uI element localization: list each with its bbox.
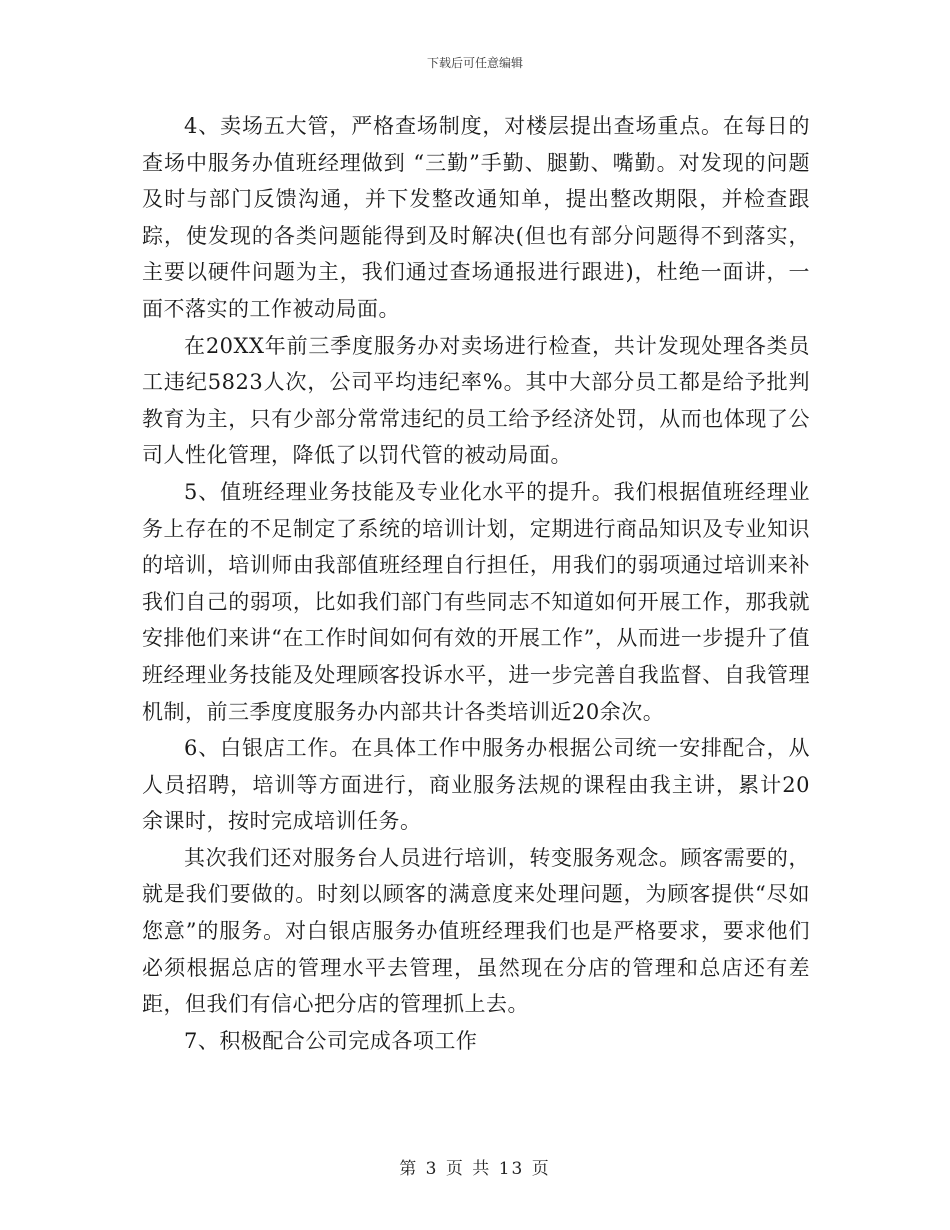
page-number: 第 3 页 共 13 页 [399,1159,551,1179]
document-body [142,108,810,1059]
paragraph-item-5-training: 5、值班经理业务技能及专业化水平的提升。我们根据值班经理业务上存在的不足制定了系统的培训计划，定期进行商品知识及专业知识的培训，培训师由我部值班经理自行担任，用我们的弱项通过培训来补我们自己的弱项，比如我们部门有些同志不知道如何开展工作，那我就安排他们来讲“在工作时间如何有效的开展工作”，从而进一步提升了值班经理业务技能及处理顾客投诉水平，进一步完善自我监督、自我管理机制，前三季度度服务办内部共计各类培训近20余次。 [142,479,810,724]
paragraph-service-desk-training: 其次我们还对服务台人员进行培训，转变服务观念。顾客需要的，就是我们要做的。时刻以顾客的满意度来处理问题，为顾客提供“尽如您意”的服务。对白银店服务办值班经理我们也是严格要求，要求他们必须根据总店的管理水平去管理，虽然现在分店的管理和总店还有差距，但我们有信心把分店的管理抓上去。 [142,845,810,1017]
paragraph-item-4-inspection: 4、卖场五大管，严格查场制度，对楼层提出查场重点。在每日的查场中服务办值班经理做到 “三勤”手勤、腿勤、嘴勤。对发现的问题及时与部门反馈沟通，并下发整改通知单，提出整改期限，并检查跟踪，使发现的各类问题能得到及时解决(但也有部分问题得不到落实，主要以硬件问题为主，我们通过查场通报进行跟进)，杜绝一面讲，一面不落实的工作被动局面。 [142,114,810,321]
paragraph-item-7-cooperation: 7、积极配合公司完成各项工作 [184,1028,478,1053]
paragraph-item-6-baiyin-store: 6、白银店工作。在具体工作中服务办根据公司统一安排配合，从人员招聘，培训等方面进行，商业服务法规的课程由我主讲，累计20余课时，按时完成培训任务。 [142,736,810,834]
page-header: 下载后可任意编辑 [426,56,523,70]
paragraph-violation-stats: 在20XX年前三季度服务办对卖场进行检查，共计发现处理各类员工违纪5823人次，公司平均违纪率%。其中大部分员工都是给予批判教育为主，只有少部分常常违纪的员工给予经济处罚，从而也体现了公司人性化管理，降低了以罚代管的被动局面。 [142,333,810,468]
